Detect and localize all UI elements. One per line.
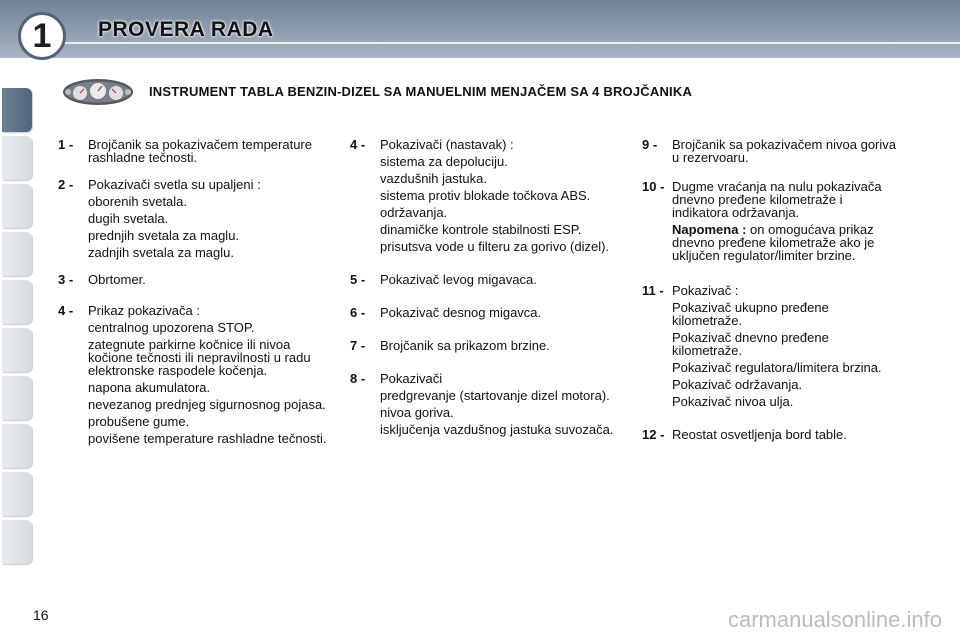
section-title: INSTRUMENT TABLA BENZIN-DIZEL SA MANUELNIM MENJAČEM SA 4 BROJČANIKA [149,84,693,99]
header-divider [60,42,960,44]
sub-item: predgrevanje (startovanje dizel motora). [380,388,610,403]
sub-item: dinamičke kontrole stabilnosti ESP. [380,222,582,237]
note-text: on omogućava prikaz dnevno pređene kilometraže ako je uključen regulator/limiter brzine. [672,222,875,263]
list-item [58,304,328,445]
list-item [58,273,328,286]
item-text: Obrtomer. [88,272,146,287]
chapter-badge: 1 [18,12,66,60]
list-item [642,284,902,408]
item-text: Pokazivači [380,371,443,386]
chapter-tab-4[interactable] [2,232,32,276]
item-number: 2 - [58,177,74,192]
item-number: 6 - [350,305,366,320]
page-number: 16 [33,607,49,623]
watermark: carmanualsonline.info [727,607,942,632]
column-1 [58,138,328,459]
item-text: Dugme vraćanja na nulu pokazivača dnevno pređene kilometraže i indikatora održavanja. [672,179,882,220]
item-text: Brojčanik sa pokazivačem temperature rashladne tečnosti. [88,137,312,165]
item-number: 12 - [642,427,665,442]
chapter-tab-10[interactable] [2,520,32,564]
item-number: 9 - [642,137,658,152]
item-number: 11 - [642,283,664,298]
item-number: 4 - [58,303,74,318]
sub-item: povišene temperature rashladne tečnosti. [88,431,327,446]
sub-item: zategnute parkirne kočnice ili nivoa kočione tečnosti ili nepravilnosti u radu elektronske raspodele kočenja. [88,337,311,378]
column-2 [350,138,620,450]
sub-item: probušene gume. [88,414,190,429]
sub-item: prednjih svetala za maglu. [88,228,240,243]
list-item [350,273,620,286]
list-item [58,138,328,164]
sub-item: centralnog upozorena STOP. [88,320,255,335]
item-text: Brojčanik sa prikazom brzine. [380,338,550,353]
item-text: Pokazivači svetla su upaljeni : [88,177,261,192]
instrument-cluster-icon [62,78,134,106]
list-item [642,138,902,164]
list-item [642,428,902,441]
sub-item: prisutsva vode u filteru za gorivo (dizel). [380,239,610,254]
sub-item: sistema za depoluciju. [380,154,508,169]
chapter-tab-1[interactable] [2,88,32,132]
note-label: Napomena : [672,222,747,237]
chapter-tab-7[interactable] [2,376,32,420]
item-text: Pokazivač : [672,283,739,298]
sub-item: zadnjih svetala za maglu. [88,245,234,260]
item-text: Prikaz pokazivača : [88,303,200,318]
sub-item: Pokazivač ukupno pređene kilometraže. [672,300,829,328]
item-number: 8 - [350,371,366,386]
item-number: 10 - [642,179,665,194]
item-text: Pokazivač desnog migavca. [380,305,542,320]
list-item [58,178,328,259]
note [672,223,902,262]
item-number: 1 - [58,137,74,152]
list-item [350,306,620,319]
sub-item: oborenih svetala. [88,194,188,209]
sub-item: isključenja vazdušnog jastuka suvozača. [380,422,614,437]
chapter-tab-9[interactable] [2,472,32,516]
item-number: 7 - [350,338,366,353]
sub-item: napona akumulatora. [88,380,211,395]
item-number: 3 - [58,272,74,287]
item-number: 4 - [350,137,366,152]
list-item [642,180,902,262]
sub-item: sistema protiv blokade točkova ABS. [380,188,591,203]
sub-item: Pokazivač nivoa ulja. [672,394,794,409]
item-text: Pokazivač levog migavaca. [380,272,537,287]
chapter-tab-2[interactable] [2,136,32,180]
item-text: Pokazivači (nastavak) : [380,137,514,152]
chapter-tab-6[interactable] [2,328,32,372]
sub-item: Pokazivač dnevno pređene kilometraže. [672,330,829,358]
list-item [350,339,620,352]
list-item [350,138,620,253]
sub-item: dugih svetala. [88,211,169,226]
item-text: Reostat osvetljenja bord table. [672,427,847,442]
sub-item: održavanja. [380,205,448,220]
chapter-tabs [0,66,32,576]
sub-item: nivoa goriva. [380,405,454,420]
chapter-tab-8[interactable] [2,424,32,468]
list-item [350,372,620,436]
item-number: 5 - [350,272,366,287]
sub-item: Pokazivač regulatora/limitera brzina. [672,360,882,375]
sub-item: vazdušnih jastuka. [380,171,487,186]
page-title: PROVERA RADA [98,18,274,41]
chapter-tab-5[interactable] [2,280,32,324]
column-3 [642,138,902,455]
item-text: Brojčanik sa pokazivačem nivoa goriva u rezervoaru. [672,137,896,165]
chapter-tab-3[interactable] [2,184,32,228]
sub-item: nevezanog prednjeg sigurnosnog pojasa. [88,397,326,412]
sub-item: Pokazivač održavanja. [672,377,803,392]
